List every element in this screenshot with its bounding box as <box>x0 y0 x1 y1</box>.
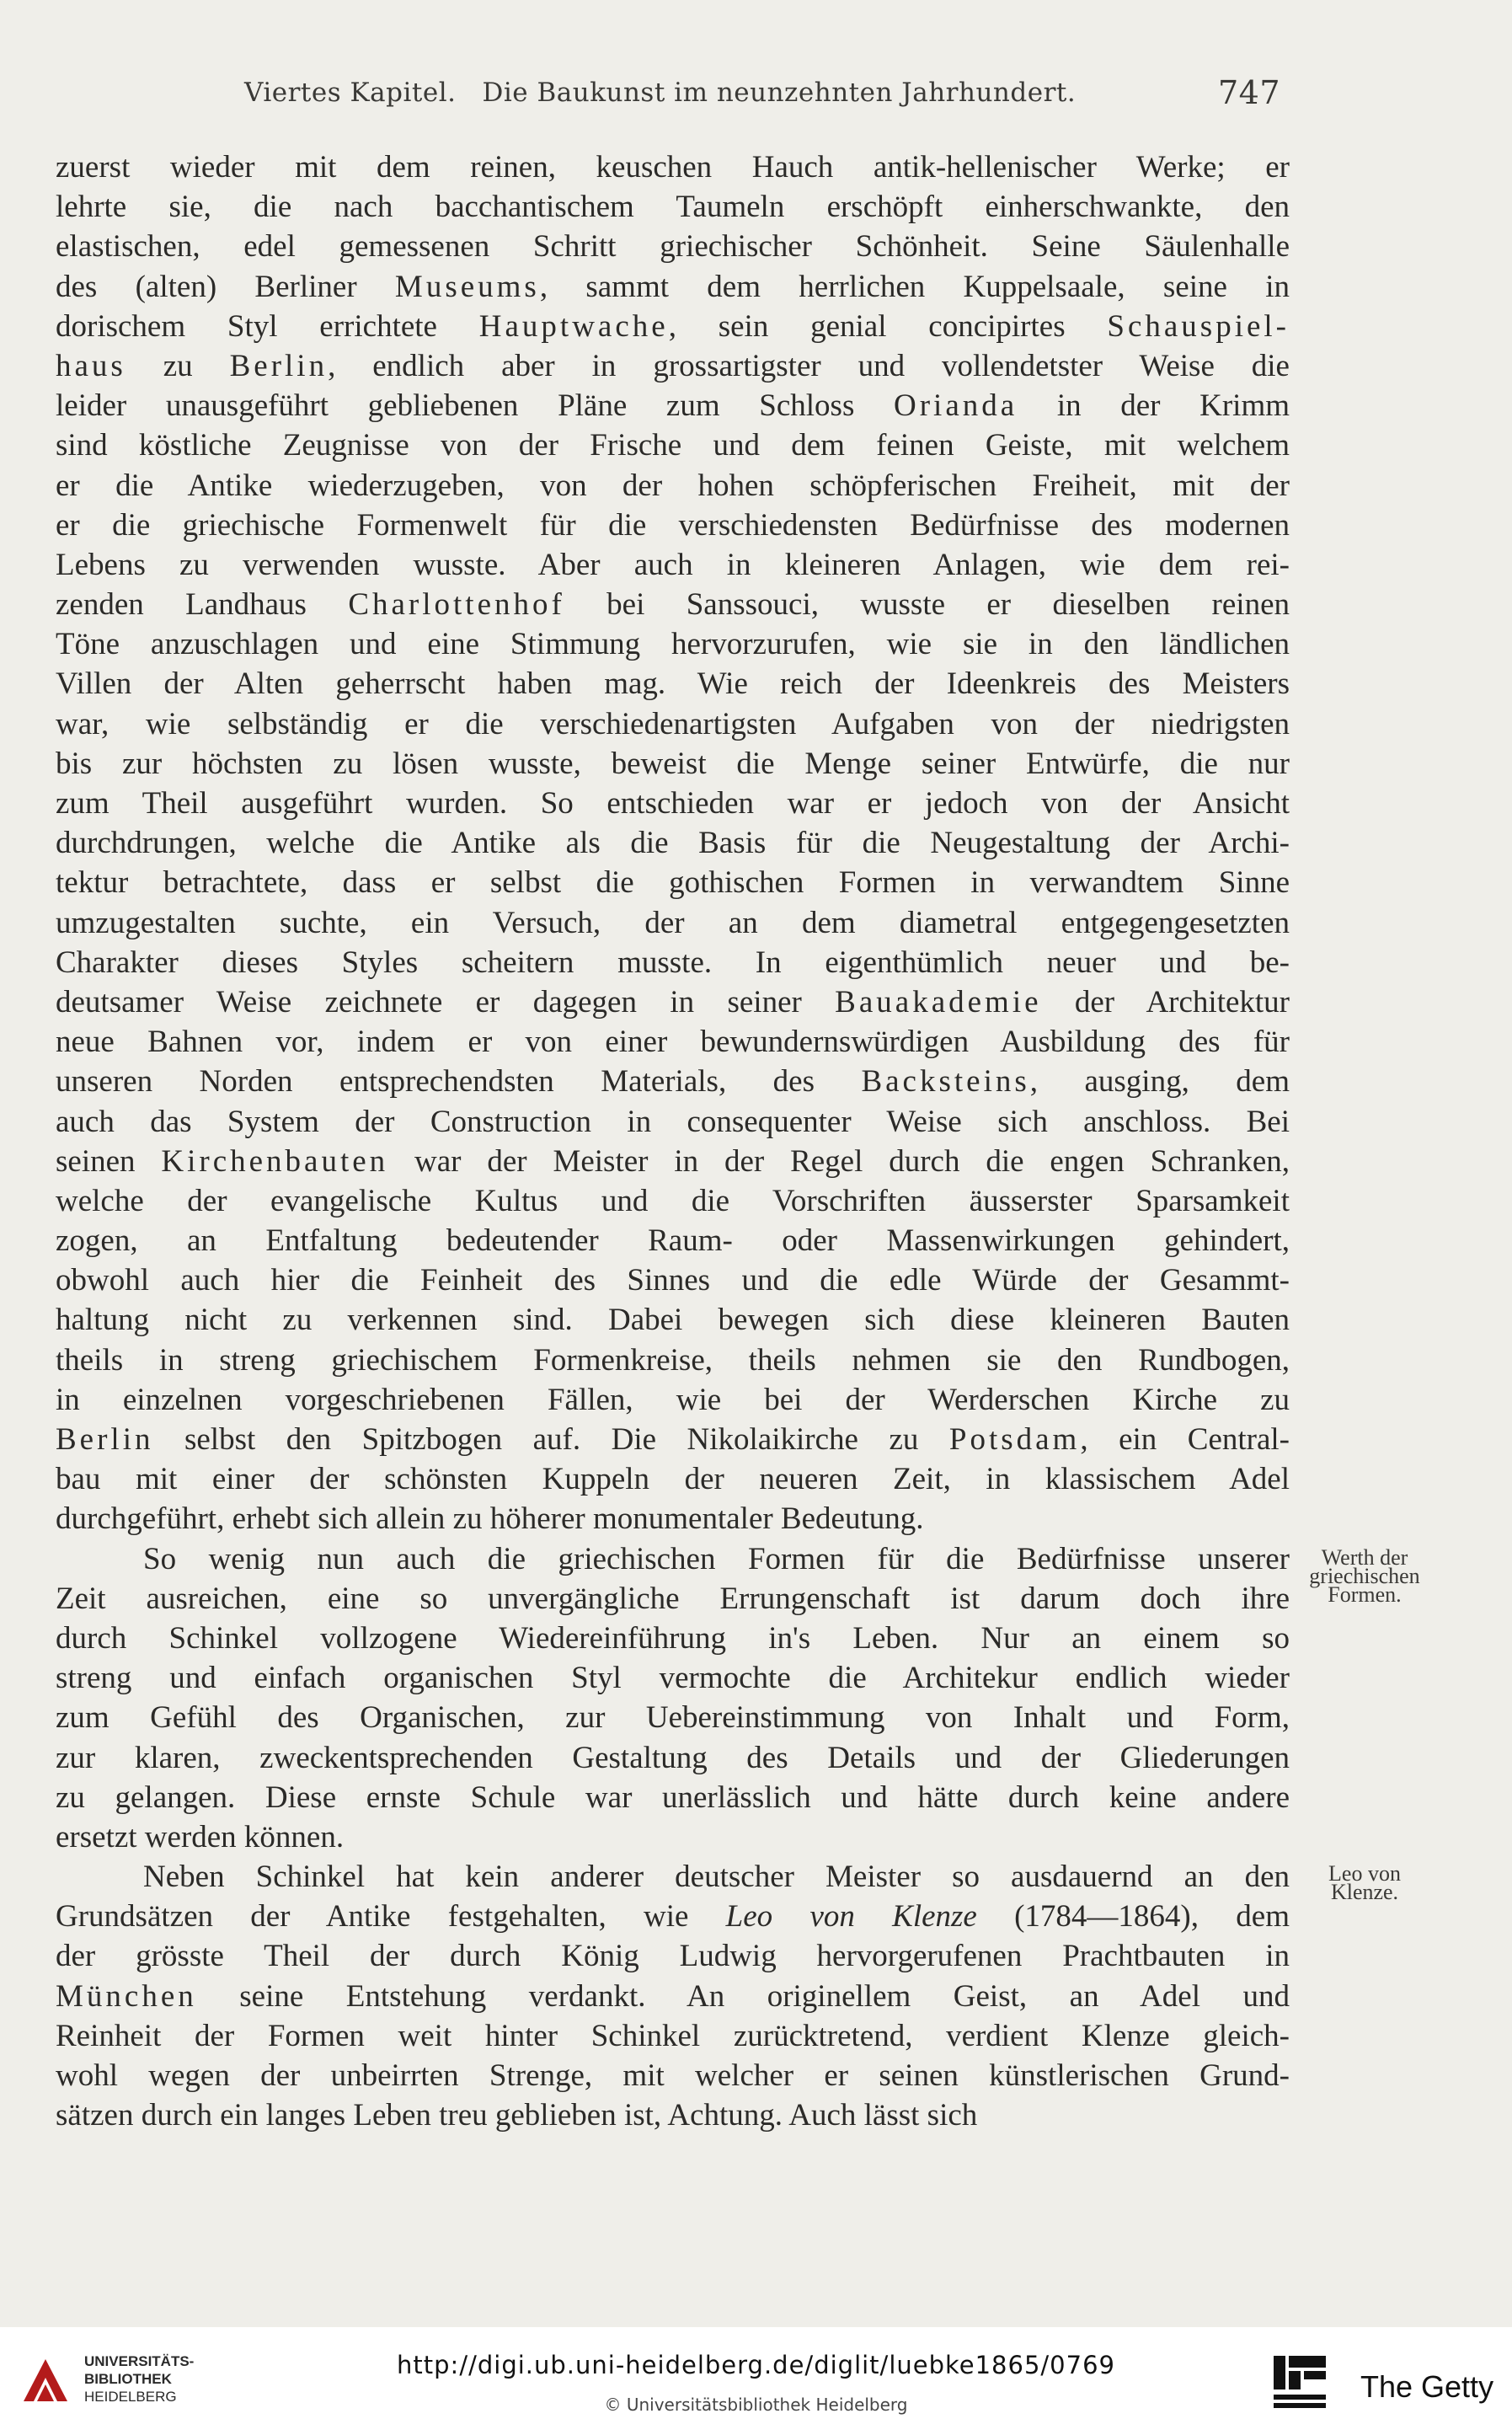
getty-logo-icon <box>1270 2352 1329 2415</box>
library-name-line: BIBLIOTHEK <box>84 2371 172 2387</box>
text-line: durchgeführt, erhebt sich allein zu höherer monumentaler Bedeutung. <box>56 1501 924 1537</box>
marginal-line: Leo von <box>1328 1861 1401 1886</box>
emphasized-term: Potsdam <box>948 1422 1081 1457</box>
emphasized-term: Berlin <box>56 1422 154 1457</box>
text-line: bau mit einer der schönsten Kuppeln der neueren Zeit, in klassischem Adel <box>56 1462 1290 1497</box>
emphasized-term: Hauptwache <box>478 308 669 344</box>
emphasized-term: Charlottenhof <box>348 587 565 623</box>
text-line: Zeit ausreichen, eine so unvergängliche Errungenschaft ist darum doch ihre <box>56 1581 1290 1616</box>
text-line: er die griechische Formenwelt für die verschiedensten Bedürfnisse des modernen <box>56 507 1290 543</box>
body-text <box>56 147 1290 2135</box>
marginal-line: Werth der <box>1321 1545 1408 1570</box>
text-line: auch das System der Construction in consequenter Weise sich anschloss. Bei <box>56 1104 1290 1139</box>
text-line: umzugestalten suchte, ein Versuch, der an dem diametral entgegengesetzten <box>56 905 1290 940</box>
emphasized-term: Bauakademie <box>835 984 1042 1019</box>
page-number: 747 <box>1217 74 1280 111</box>
emphasized-term: Kirchenbauten <box>161 1143 389 1179</box>
marginal-line: Klenze. <box>1330 1880 1399 1904</box>
text-line: seinen Kirchenbauten war der Meister in der Regel durch die engen Schranken, <box>56 1143 1290 1179</box>
marginal-note-werth <box>1297 1545 1432 1607</box>
text-line: Neben Schinkel hat kein anderer deutscher Meister so ausdauernd an den <box>143 1860 1290 1895</box>
text-line: zum Theil ausgeführt wurden. So entschieden war er jedoch von der Ansicht <box>56 786 1290 821</box>
emphasized-term: München <box>56 1978 197 2014</box>
text-line: des (alten) Berliner Museums, sammt dem herrlichen Kuppelsaale, seine in <box>56 269 1290 304</box>
text-line: durchdrungen, welche die Antike als die Basis für die Neugestaltung der Archi- <box>56 826 1290 861</box>
emphasized-term: Schauspiel- <box>1107 308 1290 344</box>
text-line: neue Bahnen vor, indem er von einer bewundernswürdigen Ausbildung des für <box>56 1025 1290 1060</box>
text-line: zur klaren, zweckentsprechenden Gestaltung des Details und der Gliederungen <box>56 1740 1290 1775</box>
text-line: obwohl auch hier die Feinheit des Sinnes und die edle Würde der Gesammt- <box>56 1263 1290 1298</box>
text-line: in einzelnen vorgeschriebenen Fällen, wie bei der Werderschen Kirche zu <box>56 1382 1290 1417</box>
text-line: dorischem Styl errichtete Hauptwache, sein genial concipirtes Schauspiel- <box>56 308 1290 344</box>
text-line: leider unausgeführt gebliebenen Pläne zum Schloss Orianda in der Krimm <box>56 388 1290 424</box>
library-name-line: UNIVERSITÄTS- <box>84 2353 195 2369</box>
text-line: lehrte sie, die nach bacchantischem Taumeln erschöpft einherschwankte, den <box>56 190 1290 225</box>
text-line: wohl wegen der unbeirrten Strenge, mit welcher er seinen künstlerischen Grund- <box>56 2058 1290 2093</box>
text-line: zenden Landhaus Charlottenhof bei Sanssouci, wusste er dieselben reinen <box>56 587 1290 623</box>
text-line: zuerst wieder mit dem reinen, keuschen Hauch antik-hellenischer Werke; er <box>56 150 1290 185</box>
library-name-line: HEIDELBERG <box>84 2389 177 2405</box>
text-line: welche der evangelische Kultus und die Vorschriften äusserster Sparsamkeit <box>56 1183 1290 1218</box>
emphasized-term: Orianda <box>894 388 1018 424</box>
text-line: ersetzt werden können. <box>56 1819 345 1854</box>
text-line: sätzen durch ein langes Leben treu geblieben ist, Achtung. Auch lässt sich <box>56 2098 978 2133</box>
text-line: Reinheit der Formen weit hinter Schinkel zurücktretend, verdient Klenze gleich- <box>56 2018 1290 2053</box>
text-line: haus zu Berlin, endlich aber in grossartigster und vollendetster Weise die <box>56 348 1290 383</box>
text-line: theils in streng griechischem Formenkreise, theils nehmen sie den Rundbogen, <box>56 1342 1290 1378</box>
text-line: Grundsätzen der Antike festgehalten, wie Leo von Klenze (1784—1864), dem <box>56 1899 1290 1935</box>
permalink-url[interactable]: http://digi.ub.uni-heidelberg.de/diglit/luebke1865/0769 <box>397 2351 1115 2379</box>
text-line: streng und einfach organischen Styl vermochte die Architekur endlich wieder <box>56 1661 1290 1696</box>
digitization-footer <box>0 2327 1512 2435</box>
marginal-note-klenze <box>1297 1861 1432 1904</box>
text-line: deutsamer Weise zeichnete er dagegen in seiner Bauakademie der Architektur <box>56 984 1290 1019</box>
emphasized-term: Backsteins <box>861 1064 1030 1100</box>
emphasized-term: Museums <box>394 269 540 304</box>
marginal-line: Formen. <box>1328 1582 1402 1607</box>
text-line: war, wie selbständig er die verschiedenartigsten Aufgaben von der niedrigsten <box>56 706 1290 741</box>
text-line: Töne anzuschlagen und eine Stimmung hervorzurufen, wie sie in den ländlichen <box>56 627 1290 662</box>
getty-partner-name: The Getty <box>1360 2369 1494 2404</box>
running-head <box>244 74 1280 111</box>
text-line: So wenig nun auch die griechischen Formen für die Bedürfnisse unserer <box>143 1541 1290 1576</box>
emphasized-term: haus <box>56 348 126 383</box>
text-line: zu gelangen. Diese ernste Schule war unerlässlich und hätte durch keine andere <box>56 1779 1290 1815</box>
copyright-notice: © Universitätsbibliothek Heidelberg <box>604 2395 908 2415</box>
text-line: der grösste Theil der durch König Ludwig hervorgerufenen Prachtbauten in <box>56 1939 1290 1974</box>
emphasized-term: Berlin <box>229 348 329 383</box>
text-line: Berlin selbst den Spitzbogen auf. Die Nikolaikirche zu Potsdam, ein Central- <box>56 1422 1290 1457</box>
text-line: haltung nicht zu verkennen sind. Dabei bewegen sich diese kleineren Bauten <box>56 1303 1290 1338</box>
text-line: Villen der Alten geherrscht haben mag. Wie reich der Ideenkreis des Meisters <box>56 666 1290 702</box>
text-line: zum Gefühl des Organischen, zur Uebereinstimmung von Inhalt und Form, <box>56 1700 1290 1736</box>
text-line: München seine Entstehung verdankt. An originellem Geist, an Adel und <box>56 1978 1290 2014</box>
text-line: er die Antike wiederzugeben, von der hohen schöpferischen Freiheit, mit der <box>56 468 1290 503</box>
text-line: Charakter dieses Styles scheitern musste. In eigenthümlich neuer und be- <box>56 945 1290 980</box>
text-line: Lebens zu verwenden wusste. Aber auch in kleineren Anlagen, wie dem rei- <box>56 547 1290 582</box>
text-line: sind köstliche Zeugnisse von der Frische und dem feinen Geiste, mit welchem <box>56 428 1290 463</box>
running-title: Viertes Kapitel. Die Baukunst im neunzehnten Jahrhundert. <box>244 78 1077 108</box>
text-line: unseren Norden entsprechendsten Materials, des Backsteins, ausging, dem <box>56 1064 1290 1100</box>
italic-name: Leo von Klenze <box>725 1899 977 1935</box>
text-line: zogen, an Entfaltung bedeutender Raum- oder Massenwirkungen gehindert, <box>56 1223 1290 1259</box>
marginal-line: griechischen <box>1309 1564 1420 1588</box>
text-line: tektur betrachtete, dass er selbst die gothischen Formen in verwandtem Sinne <box>56 865 1290 901</box>
text-line: bis zur höchsten zu lösen wusste, beweist die Menge seiner Entwürfe, die nur <box>56 746 1290 781</box>
text-line: durch Schinkel vollzogene Wiedereinführung in's Leben. Nur an einem so <box>56 1620 1290 1656</box>
text-line: elastischen, edel gemessenen Schritt griechischer Schönheit. Seine Säulenhalle <box>56 229 1290 265</box>
